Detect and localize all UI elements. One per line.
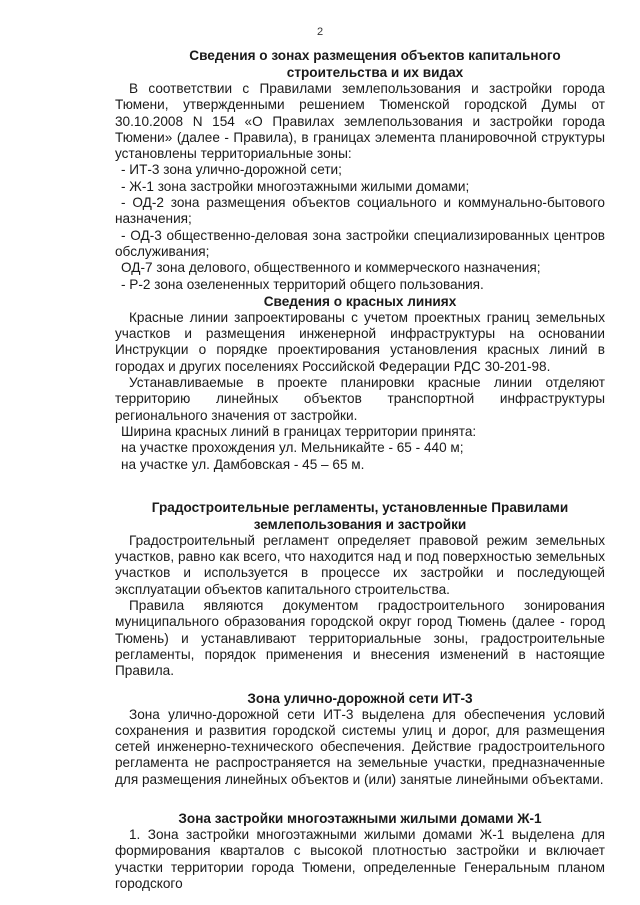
spacer xyxy=(115,473,605,499)
red-lines-width-melnikaite: на участке прохождения ул. Мельникайте - 65 - 440 м; xyxy=(121,440,464,456)
section-red-lines-heading: Сведения о красных линиях xyxy=(263,293,457,309)
section-red-lines-para2: Устанавливаемые в проекте планировки красные линии отделяют территорию линейных объектов транспортной инфраструктуры регионального значения от застройки. xyxy=(115,375,605,423)
page-number: 2 xyxy=(316,26,324,38)
section-zones xyxy=(115,47,605,293)
zone-item-od2: - ОД-2 зона размещения объектов социального и коммунально-бытового назначения; xyxy=(115,195,605,227)
section-regulations-heading: Градостроительные регламенты, установленные Правилами землепользования и застройки xyxy=(151,499,569,532)
spacer xyxy=(115,788,605,810)
section-regulations-para1: Градостроительный регламент определяет правовой режим земельных участков, равно как всего, что находится над и под поверхностью земельных участков и используется в процессе их застройки и последующей эксплуатации объектов капитального строительства. xyxy=(115,532,605,597)
red-lines-width-dambovskaya: на участке ул. Дамбовская - 45 – 65 м. xyxy=(121,456,365,472)
section-zones-heading: Сведения о зонах размещения объектов капитального строительства и их видах xyxy=(189,48,561,80)
section-regulations-para2: Правила являются документом градостроительного зонирования муниципального образования городской округ город Тюмень (далее - город Тюмень) и устанавливают территориальные зоны, градостроительные регламенты, порядок применения и внесения изменений в настоящие Правила. xyxy=(115,598,605,679)
zone-item-od3: - ОД-3 общественно-деловая зона застройки специализированных центров обслуживания; xyxy=(115,227,605,259)
zone-item-r2: - Р-2 зона озелененных территорий общего пользования. xyxy=(121,276,484,292)
spacer xyxy=(115,680,605,690)
section-red-lines xyxy=(115,293,605,473)
section-it3-heading: Зона улично-дорожной сети ИТ-3 xyxy=(247,690,473,706)
section-it3 xyxy=(115,690,605,788)
zone-item-od7: ОД-7 зона делового, общественного и коммерческого назначения; xyxy=(121,260,541,276)
page-content xyxy=(115,47,605,892)
section-zh1 xyxy=(115,810,605,892)
section-it3-para: Зона улично-дорожной сети ИТ-3 выделена для обеспечения условий сохранения и развития городской системы улиц и дорог, для размещения сетей инженерно-технического обеспечения. Действие градостроительного регламента не распространяется на земельные участки, предназначенные для размещения линейных объектов и (или) занятые линейными объектами. xyxy=(115,706,605,787)
zone-item-it3: - ИТ-3 зона улично-дорожной сети; xyxy=(121,162,342,178)
section-red-lines-para1: Красные линии запроектированы с учетом проектных границ земельных участков и размещения инженерной инфраструктуры на основании Инструкции о порядке проектирования установления красных линий в городах и других поселениях Российской Федерации РДС 30-201-98. xyxy=(115,309,605,374)
section-regulations xyxy=(115,499,605,680)
section-zh1-para: 1. Зона застройки многоэтажными жилыми домами Ж-1 выделена для формирования кварталов с высокой плотностью застройки и включает участки территории города Тюмени, определенные Генеральным планом городского xyxy=(115,826,605,891)
zone-item-zh1: - Ж-1 зона застройки многоэтажными жилыми домами; xyxy=(121,178,470,194)
red-lines-width-intro: Ширина красных линий в границах территории принята: xyxy=(121,423,477,439)
section-zones-intro: В соответствии с Правилами землепользования и застройки города Тюмени, утвержденными решением Тюменской городской Думы от 30.10.2008 N 154 «О Правилах землепользования и застройки города Тюмени» (далее - Правила), в границах элемента планировочной структуры установлены территориальные зоны: xyxy=(115,81,605,162)
section-zh1-heading: Зона застройки многоэтажными жилыми домами Ж-1 xyxy=(178,810,542,826)
